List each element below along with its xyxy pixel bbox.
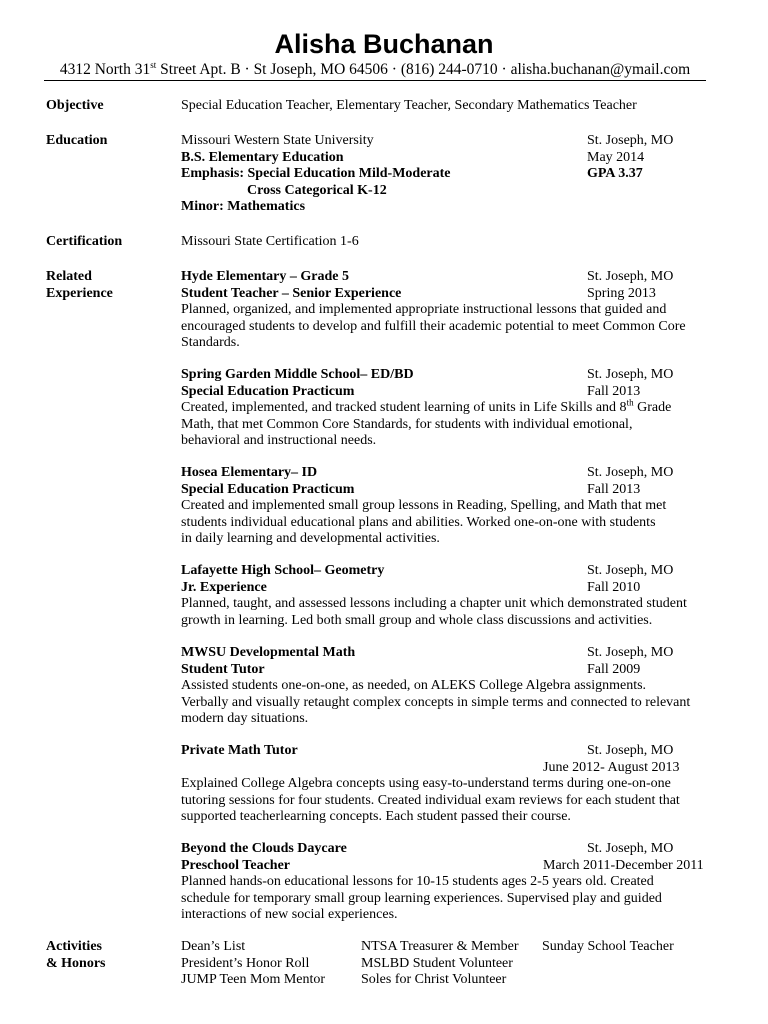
education-school: Missouri Western State University <box>181 133 374 148</box>
entry-location: St. Joseph, MO <box>587 645 674 660</box>
activity-item: NTSA Treasurer & Member <box>361 939 519 954</box>
entry-desc-line: in daily learning and developmental activities. <box>181 531 440 546</box>
activity-item: Dean’s List <box>181 939 246 954</box>
entry-org: MWSU Developmental Math <box>181 645 356 660</box>
activity-item: MSLBD Student Volunteer <box>361 955 513 971</box>
activities-column-1 <box>181 939 325 989</box>
experience-entry <box>181 367 706 450</box>
entry-date: Spring 2013 <box>587 285 656 301</box>
entry-role: Special Education Practicum <box>181 383 355 399</box>
entry-desc-line: encouraged students to develop and fulfill their academic potential to meet Common Core <box>181 318 686 334</box>
education-row <box>181 133 706 150</box>
entry-desc-line: behavioral and instructional needs. <box>181 433 377 448</box>
experience-entry <box>181 563 706 629</box>
entry-desc-line: Created and implemented small group lessons in Reading, Spelling, and Math that met <box>181 498 667 513</box>
activity-item: President’s Honor Roll <box>181 955 310 971</box>
activities-label <box>46 939 176 972</box>
entry-location: St. Joseph, MO <box>587 841 674 856</box>
entry-org: Hosea Elementary– ID <box>181 465 318 480</box>
education-emphasis-detail: Cross Categorical K-12 <box>247 182 387 198</box>
entry-desc-line: growth in learning. Led both small group and whole class discussions and activities. <box>181 612 653 628</box>
education-minor: Minor: Mathematics <box>181 199 306 214</box>
entry-role: Student Teacher – Senior Experience <box>181 285 402 301</box>
contact-address-start: 4312 North 31 <box>59 61 151 78</box>
activity-item: Soles for Christ Volunteer <box>361 972 507 987</box>
entry-desc-line: Planned, taught, and assessed lessons including a chapter unit which demonstrated student <box>181 596 687 611</box>
entry-date: March 2011-December 2011 <box>543 857 704 873</box>
entry-role: Preschool Teacher <box>181 857 291 873</box>
entry-desc-line: Assisted students one-on-one, as needed, on ALEKS College Algebra assignments. <box>181 678 647 693</box>
entry-location: St. Joseph, MO <box>587 743 674 758</box>
entry-location: St. Joseph, MO <box>587 367 674 382</box>
experience-entry <box>181 465 706 548</box>
entry-role: Student Tutor <box>181 661 265 677</box>
entry-location: St. Joseph, MO <box>587 269 674 284</box>
objective-text: Special Education Teacher, Elementary Teacher, Secondary Mathematics Teacher <box>181 98 637 113</box>
education-emphasis: Emphasis: Special Education Mild-Moderate <box>181 166 451 181</box>
entry-desc-line: interactions of new social experiences. <box>181 907 398 922</box>
entry-desc-line: supported teacherlearning concepts. Each student passed their course. <box>181 809 571 824</box>
entry-org: Beyond the Clouds Daycare <box>181 841 347 856</box>
experience-entry <box>181 269 706 352</box>
entry-desc-line: Planned, organized, and implemented appropriate instructional lessons that guided and <box>181 302 667 317</box>
activities-label-line1: Activities <box>46 939 102 954</box>
experience-entry <box>181 743 706 826</box>
entry-date: Fall 2010 <box>587 579 641 595</box>
entry-org: Spring Garden Middle School– ED/BD <box>181 367 414 382</box>
entry-location: St. Joseph, MO <box>587 465 674 480</box>
activities-label-line2: & Honors <box>46 955 106 971</box>
entry-desc-line: Created, implemented, and tracked student learning of units in Life Skills and 8th Grade <box>181 397 672 415</box>
activities-column-2 <box>361 939 519 989</box>
entry-desc-line: tutoring sessions for four students. Created individual exam reviews for each student that <box>181 792 680 808</box>
objective-label: Objective <box>46 98 104 113</box>
education-row <box>181 150 706 167</box>
resume-name: Alisha Buchanan <box>274 29 494 59</box>
entry-desc-line: Math, that met Common Core Standards, for students with individual emotional, <box>181 416 633 432</box>
entry-location: St. Joseph, MO <box>587 563 674 578</box>
entry-desc-line: schedule for temporary small group learning experiences. Supervised play and guided <box>181 890 662 906</box>
experience-label <box>46 269 176 302</box>
education-label: Education <box>46 133 108 148</box>
entry-date: June 2012- August 2013 <box>543 759 680 775</box>
contact-line <box>44 61 706 81</box>
entry-org: Private Math Tutor <box>181 743 298 758</box>
education-date: May 2014 <box>587 149 645 165</box>
entry-desc-line: Standards. <box>181 335 240 350</box>
entry-date: Fall 2013 <box>587 383 641 399</box>
activities-column-3 <box>542 939 674 956</box>
activity-item: Sunday School Teacher <box>542 939 674 954</box>
entry-desc-line: students individual educational plans and abilities. Worked one-on-one with students <box>181 514 656 530</box>
education-gpa: GPA 3.37 <box>587 166 643 181</box>
entry-org: Lafayette High School– Geometry <box>181 563 385 578</box>
experience-entry <box>181 645 706 728</box>
experience-label-line2: Experience <box>46 285 113 301</box>
experience-label-line1: Related <box>46 269 92 284</box>
entry-role: Special Education Practicum <box>181 481 355 497</box>
entry-date: Fall 2009 <box>587 661 641 677</box>
certification-label: Certification <box>46 234 123 249</box>
entry-role: Jr. Experience <box>181 579 267 595</box>
education-location: St. Joseph, MO <box>587 133 674 148</box>
activity-item: JUMP Teen Mom Mentor <box>181 972 326 987</box>
education-body <box>181 133 706 216</box>
entry-org: Hyde Elementary – Grade 5 <box>181 269 349 284</box>
entry-date: Fall 2013 <box>587 481 641 497</box>
entry-desc-line: modern day situations. <box>181 711 309 726</box>
contact-address-rest: Street Apt. B · St Joseph, MO 64506 · (816) 244-0710 · alisha.buchanan@ymail.com <box>156 61 691 78</box>
entry-desc-line: Planned hands-on educational lessons for 10-15 students ages 2-5 years old. Created <box>181 874 654 889</box>
experience-entry <box>181 841 706 924</box>
entry-desc-line: Verbally and visually retaught complex concepts in simple terms and connected to relevant <box>181 694 691 710</box>
contact-address-ordinal: st <box>150 59 157 70</box>
certification-text: Missouri State Certification 1-6 <box>181 234 359 249</box>
education-row <box>181 166 706 183</box>
education-degree: B.S. Elementary Education <box>181 149 344 165</box>
entry-desc-line: Explained College Algebra concepts using easy-to-understand terms during one-on-one <box>181 776 671 791</box>
